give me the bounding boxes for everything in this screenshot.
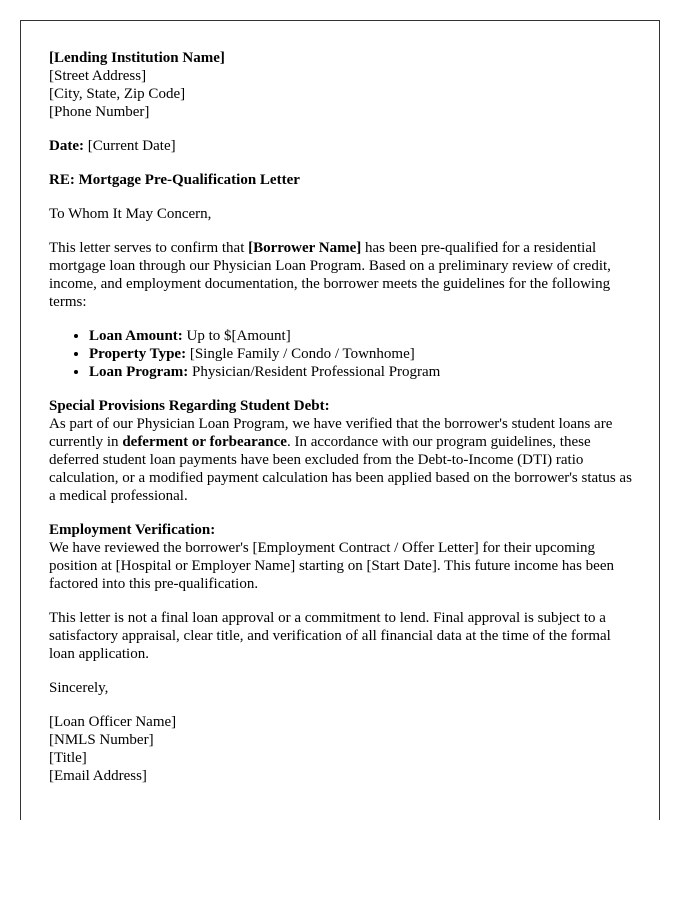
student-debt-emphasis: deferment or forbearance xyxy=(122,434,287,450)
signature-block xyxy=(49,713,639,785)
list-item xyxy=(89,327,639,345)
list-item xyxy=(89,363,639,381)
officer-email: [Email Address] xyxy=(49,768,147,784)
student-debt-section xyxy=(49,397,639,505)
student-debt-part1: As part of our Physician Loan Program, we have verified that the borrower's student loans are currently in xyxy=(49,416,613,450)
term-label: Property Type: xyxy=(89,346,187,362)
date-label: Date: xyxy=(49,138,84,154)
officer-name: [Loan Officer Name] xyxy=(49,714,177,730)
intro-part1: This letter serves to confirm that xyxy=(49,240,249,256)
nmls-number: [NMLS Number] xyxy=(49,732,154,748)
lender-name: [Lending Institution Name] xyxy=(49,50,225,66)
letter-content xyxy=(49,49,639,801)
employment-title: Employment Verification: xyxy=(49,522,216,538)
re-line xyxy=(49,171,639,189)
intro-part2: has been pre-qualified for a residential mortgage loan through our Physician Loan Program. Based on a preliminary review of credit, income, and employment documentation, the borrower meets the guidelines for the following terms: xyxy=(49,240,611,310)
employment-text: We have reviewed the borrower's [Employment Contract / Offer Letter] for their upcoming position at [Hospital or Employer Name] starting on [Start Date]. This future income has been factored into this pre-qualification. xyxy=(49,540,614,592)
loan-terms-list xyxy=(49,327,639,381)
disclaimer-paragraph: This letter is not a final loan approval or a commitment to lend. Final approval is subject to a satisfactory appraisal, clear title, and verification of all financial data at the time of the formal loan application. xyxy=(49,610,611,662)
salutation: To Whom It May Concern, xyxy=(49,206,212,222)
employment-section xyxy=(49,521,639,593)
term-value: Physician/Resident Professional Program xyxy=(192,364,441,380)
term-label: Loan Program: xyxy=(89,364,189,380)
officer-title: [Title] xyxy=(49,750,87,766)
lender-city: [City, State, Zip Code] xyxy=(49,86,186,102)
borrower-name: [Borrower Name] xyxy=(248,240,362,256)
term-value: [Single Family / Condo / Townhome] xyxy=(189,346,415,362)
list-item xyxy=(89,345,639,363)
date-value: [Current Date] xyxy=(87,138,176,154)
lender-street: [Street Address] xyxy=(49,68,147,84)
lender-address-block xyxy=(49,49,639,121)
term-value: Up to $[Amount] xyxy=(186,328,291,344)
intro-paragraph xyxy=(49,239,639,311)
lender-phone: [Phone Number] xyxy=(49,104,150,120)
re-line-text: RE: Mortgage Pre-Qualification Letter xyxy=(49,172,300,188)
student-debt-part2: . In accordance with our program guidelines, these deferred student loan payments have been excluded from the Debt-to-Income (DTI) ratio calculation, or a modified payment calculation has been applied based on the borrower's status as a medical professional. xyxy=(49,434,632,504)
date-line xyxy=(49,137,639,155)
letter-page xyxy=(20,20,660,820)
student-debt-title: Special Provisions Regarding Student Debt: xyxy=(49,398,330,414)
closing-line: Sincerely, xyxy=(49,680,109,696)
term-label: Loan Amount: xyxy=(89,328,183,344)
